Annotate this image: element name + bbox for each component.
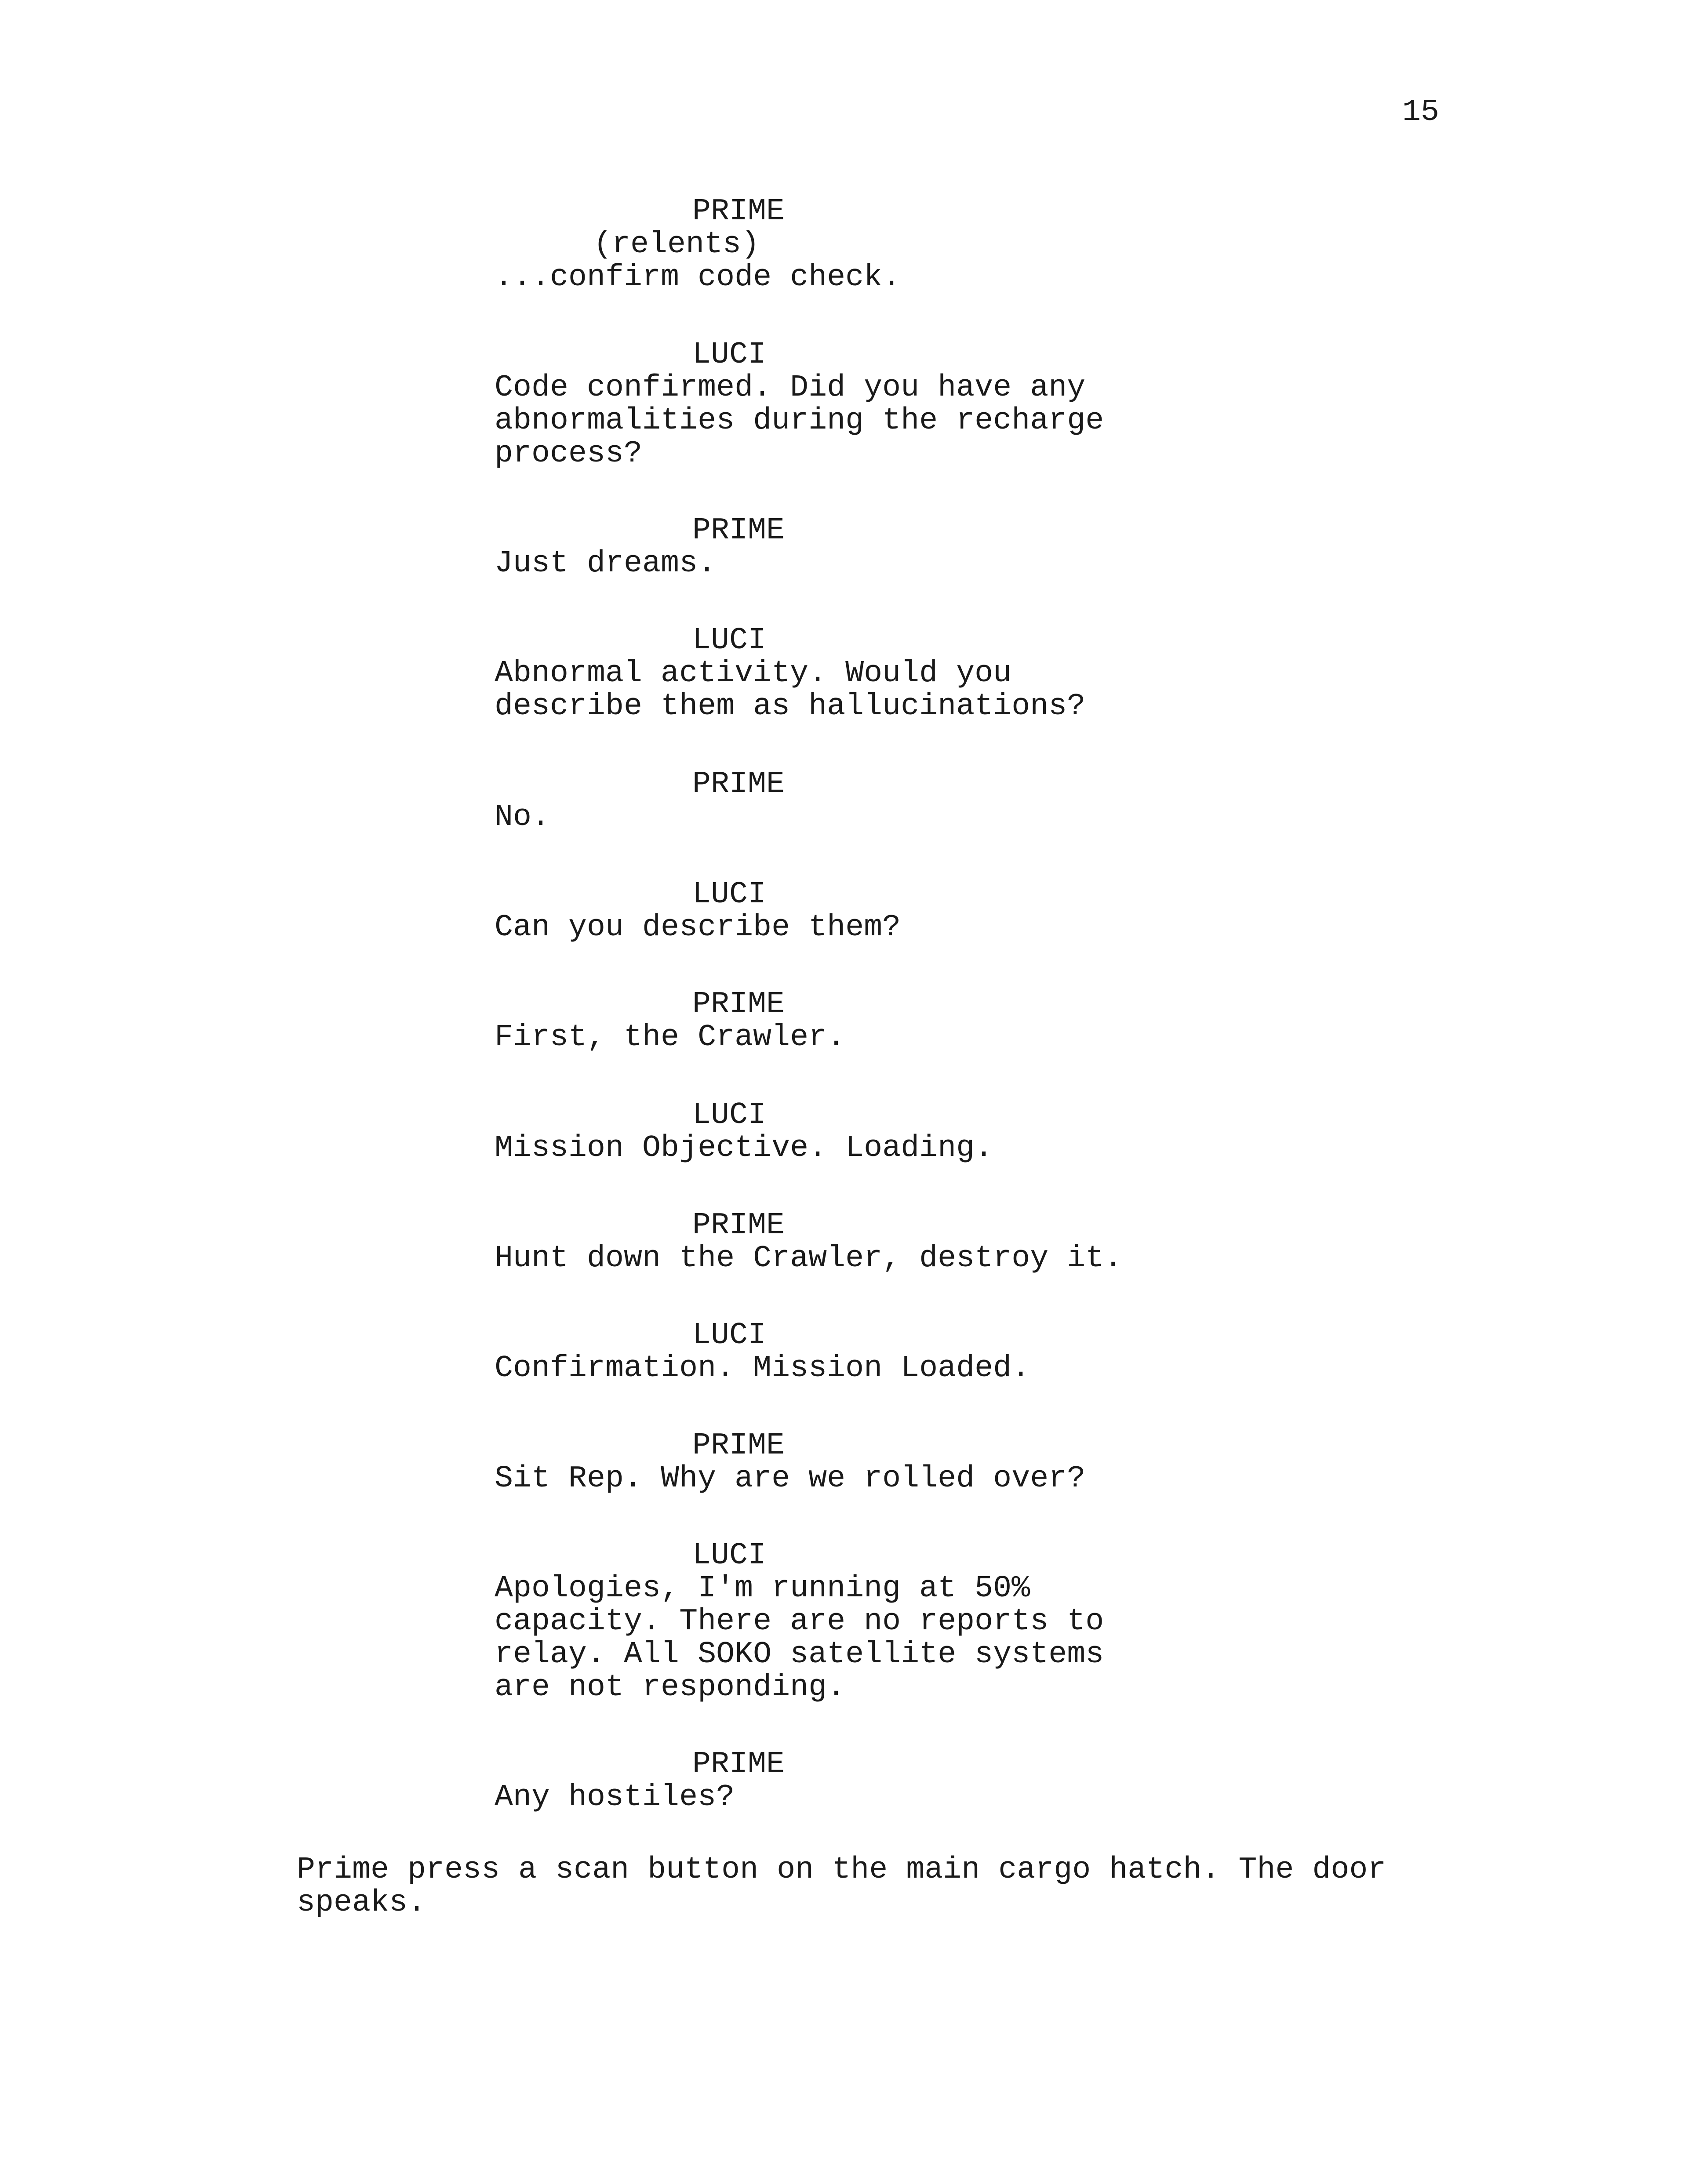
- dialogue-line: relay. All SOKO satellite systems: [495, 1637, 1104, 1672]
- dialogue-block-prime: [495, 514, 1198, 580]
- dialogue-line: abnormalities during the recharge: [495, 403, 1104, 438]
- dialogue-line: Any hostiles?: [495, 1780, 735, 1815]
- page-number: 15: [1402, 95, 1440, 130]
- dialogue-line: Apologies, I'm running at 50%: [495, 1571, 1030, 1606]
- dialogue-block-luci: [495, 624, 1198, 723]
- character-name: PRIME: [692, 1428, 785, 1463]
- character-name: LUCI: [692, 623, 767, 658]
- parenthetical: (relents): [593, 227, 760, 262]
- character-name: LUCI: [692, 338, 767, 372]
- character-name: PRIME: [692, 513, 785, 548]
- dialogue-line: Sit Rep. Why are we rolled over?: [495, 1461, 1086, 1496]
- dialogue-block-prime: [495, 1429, 1198, 1495]
- dialogue-block-luci: [495, 1539, 1198, 1704]
- character-name: LUCI: [692, 1318, 767, 1353]
- dialogue-block-prime: [495, 1748, 1198, 1814]
- action-paragraph: [297, 1853, 1386, 1919]
- character-name: PRIME: [692, 1747, 785, 1782]
- character-name: PRIME: [692, 1208, 785, 1243]
- dialogue-line: ...confirm code check.: [495, 260, 901, 295]
- dialogue-line: Mission Objective. Loading.: [495, 1131, 993, 1166]
- dialogue-line: describe them as hallucinations?: [495, 689, 1086, 724]
- dialogue-line: Abnormal activity. Would you: [495, 656, 1012, 691]
- dialogue-line: process?: [495, 436, 643, 471]
- dialogue-block-prime: [495, 988, 1198, 1054]
- character-name: PRIME: [692, 987, 785, 1022]
- action-line: speaks.: [297, 1886, 426, 1920]
- character-name: LUCI: [692, 1098, 767, 1133]
- dialogue-line: Just dreams.: [495, 546, 717, 581]
- dialogue-line: No.: [495, 800, 550, 835]
- dialogue-block-prime: [495, 195, 1198, 294]
- character-name: PRIME: [692, 194, 785, 229]
- dialogue-line: capacity. There are no reports to: [495, 1604, 1104, 1639]
- dialogue-block-luci: [495, 878, 1198, 944]
- dialogue-block-prime: [495, 1209, 1198, 1275]
- dialogue-line: Code confirmed. Did you have any: [495, 371, 1086, 405]
- action-line: Prime press a scan button on the main cargo hatch. The door: [297, 1853, 1386, 1887]
- character-name: LUCI: [692, 877, 767, 912]
- dialogue-line: Hunt down the Crawler, destroy it.: [495, 1241, 1123, 1276]
- dialogue-line: Confirmation. Mission Loaded.: [495, 1351, 1030, 1386]
- dialogue-block-luci: [495, 338, 1198, 470]
- dialogue-block-luci: [495, 1319, 1198, 1385]
- character-name: LUCI: [692, 1538, 767, 1573]
- dialogue-line: Can you describe them?: [495, 910, 901, 945]
- dialogue-block-luci: [495, 1099, 1198, 1165]
- dialogue-line: are not responding.: [495, 1670, 846, 1705]
- character-name: PRIME: [692, 767, 785, 802]
- dialogue-line: First, the Crawler.: [495, 1020, 846, 1055]
- dialogue-block-prime: [495, 768, 1198, 834]
